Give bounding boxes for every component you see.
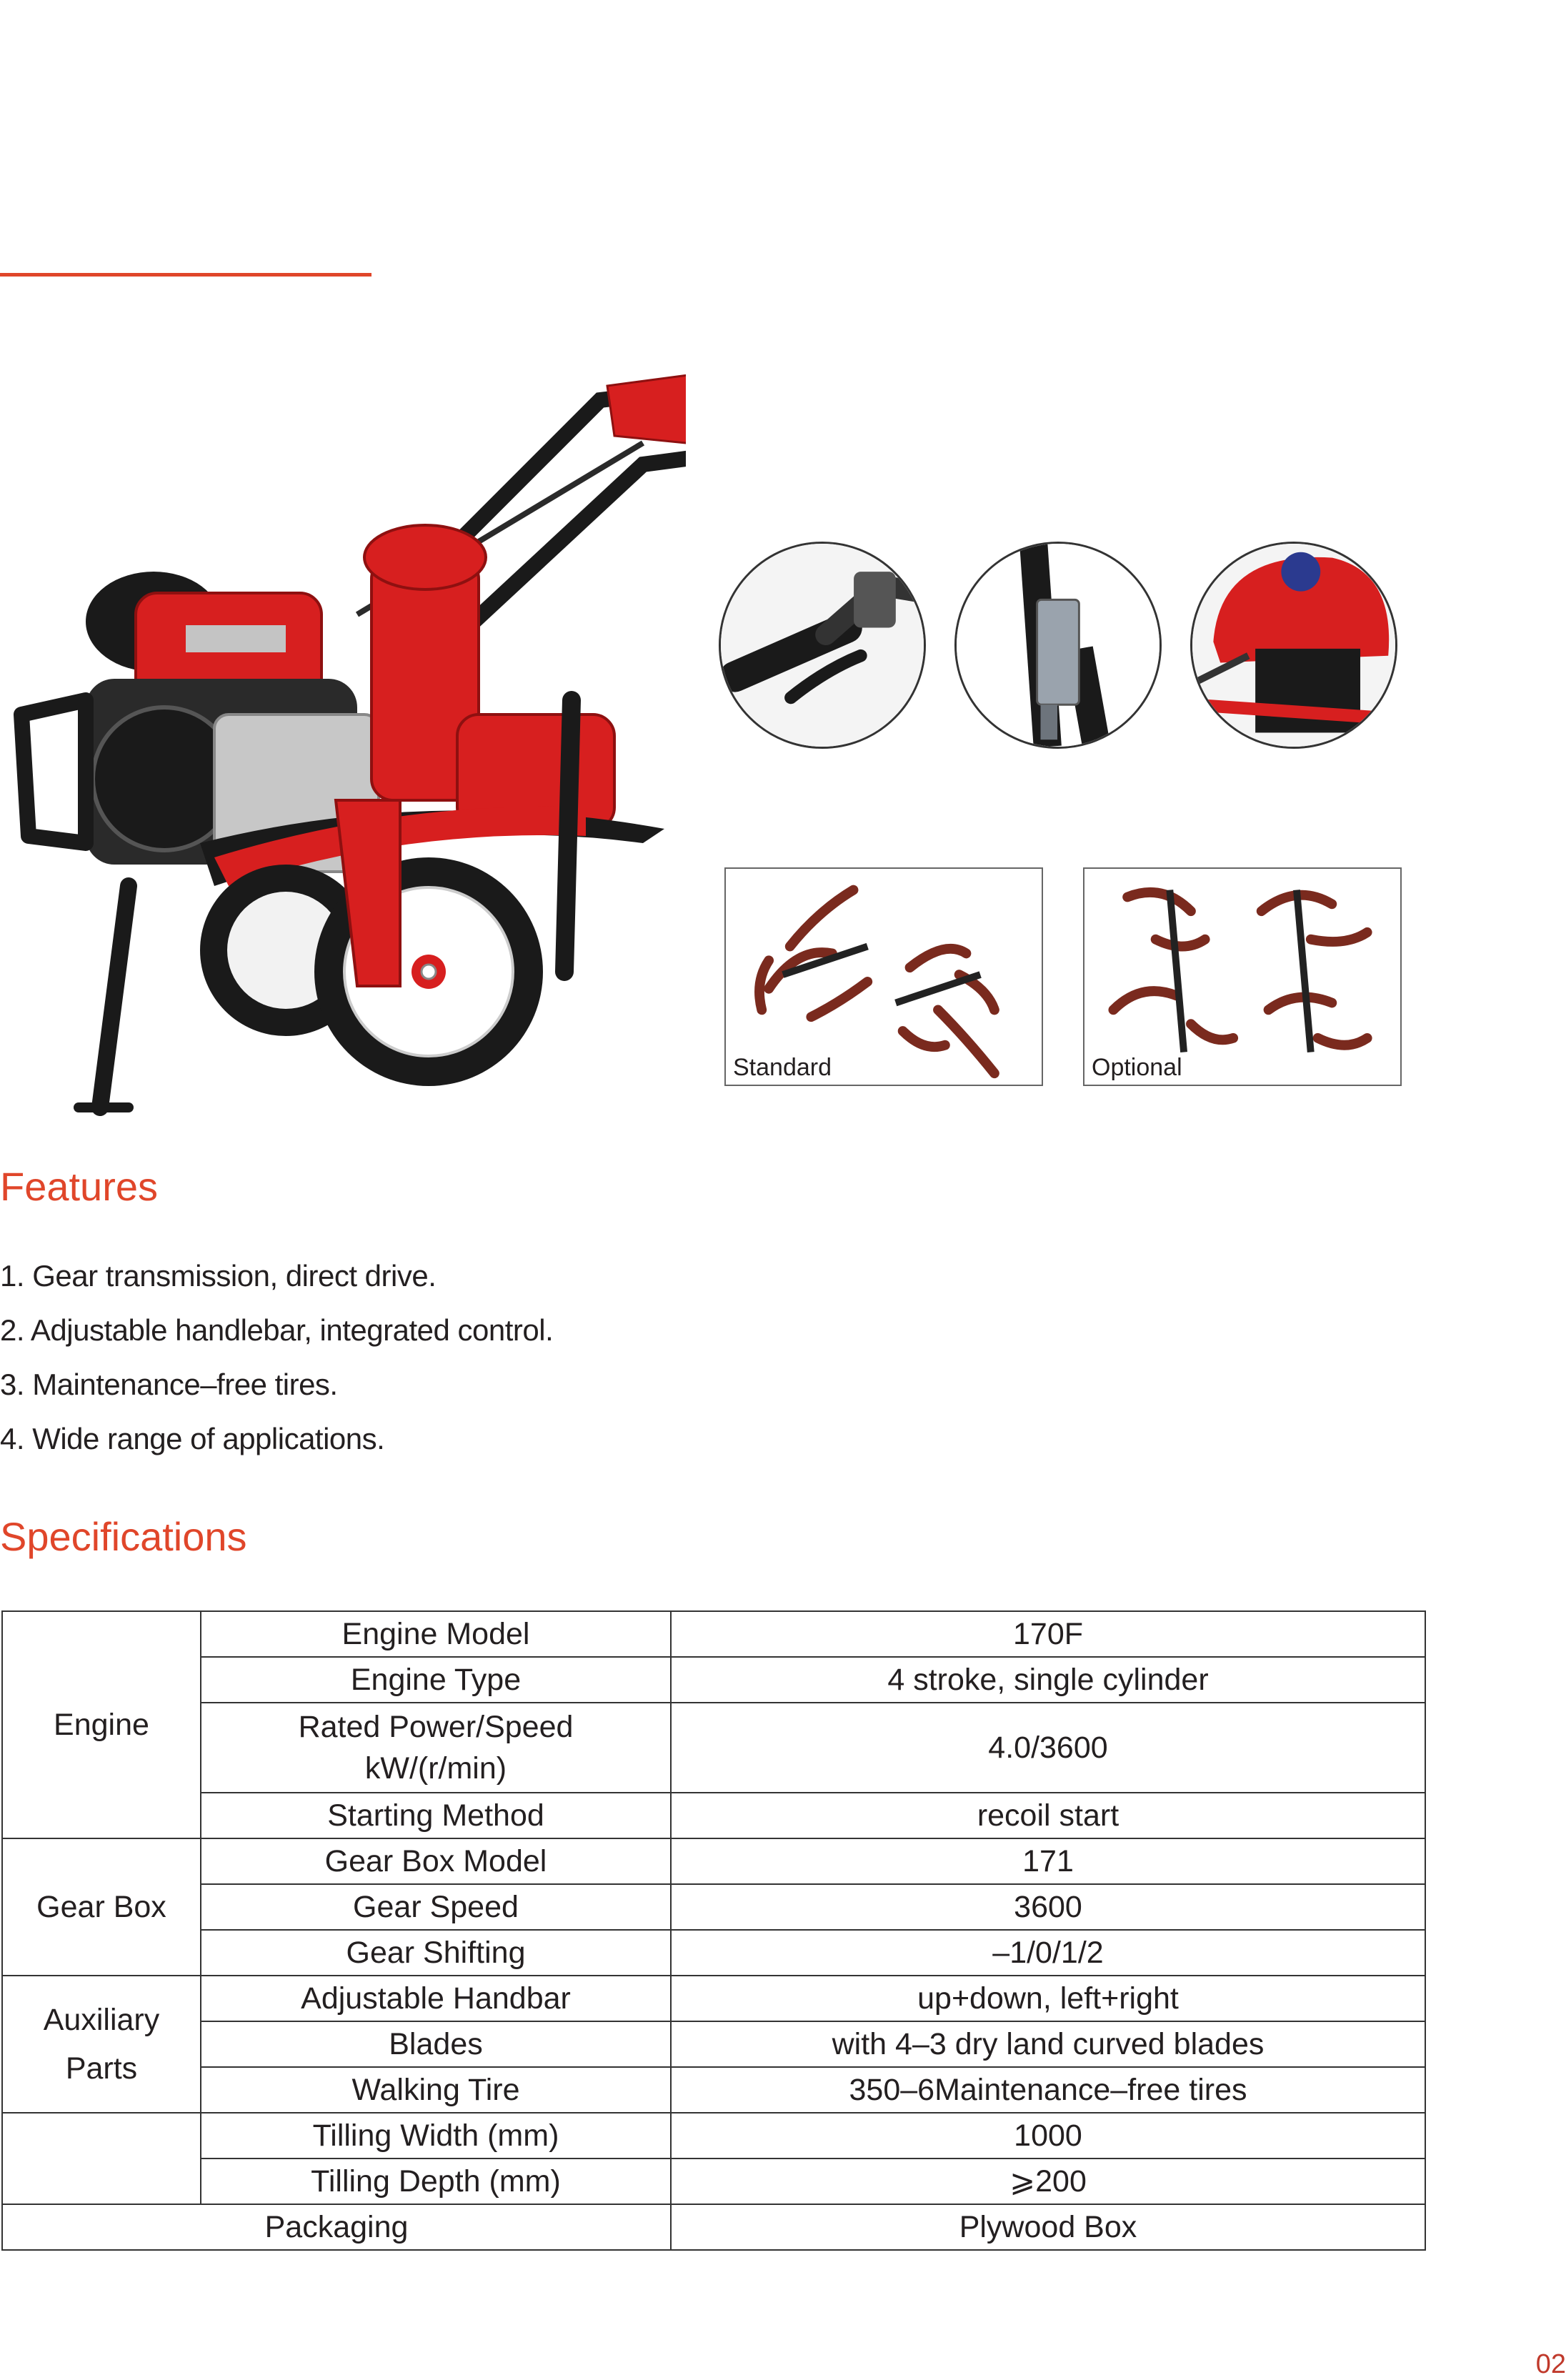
- spec-label: [201, 1703, 671, 1793]
- tiller-illustration: [0, 343, 686, 1129]
- optional-blades-image: [1084, 869, 1400, 1085]
- spec-value: recoil start: [671, 1793, 1425, 1838]
- table-row: [2, 2159, 1425, 2204]
- spec-value: 4 stroke, single cylinder: [671, 1657, 1425, 1703]
- blade-option-label: Standard: [733, 1054, 832, 1081]
- table-row: [2, 2204, 1425, 2250]
- spec-value: 350–6Maintenance–free tires: [671, 2067, 1425, 2113]
- spec-label: Adjustable Handbar: [201, 1976, 671, 2021]
- table-row: [2, 2067, 1425, 2113]
- table-row: [2, 1930, 1425, 1976]
- spec-group-empty: [2, 2113, 201, 2204]
- spec-group-auxiliary-parts: [2, 1976, 201, 2113]
- table-row: [2, 1838, 1425, 1884]
- spec-label-packaging: Packaging: [2, 2204, 671, 2250]
- gear-housing-detail-image: [1192, 544, 1395, 747]
- spec-value: up+down, left+right: [671, 1976, 1425, 2021]
- table-row: [2, 1793, 1425, 1838]
- page-number: 02: [1535, 2349, 1566, 2379]
- standard-blades-image: [726, 869, 1042, 1085]
- spec-label: Tilling Depth (mm): [201, 2159, 671, 2204]
- spec-group-line: Auxiliary: [43, 2003, 160, 2037]
- handle-grip-detail-image: [721, 544, 924, 747]
- feature-item: 1. Gear transmission, direct drive.: [0, 1259, 437, 1293]
- detail-circle-gear-housing: [1190, 542, 1397, 749]
- spec-value: 3600: [671, 1884, 1425, 1930]
- top-accent-rule: [0, 273, 371, 277]
- spec-value: 170F: [671, 1611, 1425, 1657]
- table-row: [2, 1703, 1425, 1793]
- spec-value-packaging: Plywood Box: [671, 2204, 1425, 2250]
- feature-item: 3. Maintenance–free tires.: [0, 1368, 338, 1401]
- blade-option-label: Optional: [1092, 1054, 1182, 1081]
- spec-label: Engine Model: [201, 1611, 671, 1657]
- table-row: [2, 1884, 1425, 1930]
- table-row: [2, 1657, 1425, 1703]
- blade-option-standard: [724, 867, 1043, 1086]
- blade-option-optional: [1083, 867, 1402, 1086]
- spec-label-line: Rated Power/Speed: [298, 1710, 574, 1744]
- spec-group-engine: Engine: [2, 1611, 201, 1838]
- tiller-product-image: [0, 343, 686, 1129]
- spec-label: Blades: [201, 2021, 671, 2067]
- spec-group-gear-box: Gear Box: [2, 1838, 201, 1976]
- table-row: [2, 2113, 1425, 2159]
- spec-value: 171: [671, 1838, 1425, 1884]
- spec-label: Engine Type: [201, 1657, 671, 1703]
- spec-group-line: Parts: [65, 2051, 138, 2086]
- spec-value: –1/0/1/2: [671, 1930, 1425, 1976]
- spec-label: Walking Tire: [201, 2067, 671, 2113]
- specifications-table: [1, 1610, 1426, 2251]
- table-row: [2, 1611, 1425, 1657]
- spec-label: Gear Shifting: [201, 1930, 671, 1976]
- spec-label: Starting Method: [201, 1793, 671, 1838]
- spec-label: Gear Box Model: [201, 1838, 671, 1884]
- handlebar-bracket-detail-image: [957, 544, 1159, 747]
- feature-item: 4. Wide range of applications.: [0, 1422, 385, 1455]
- spec-value: 1000: [671, 2113, 1425, 2159]
- detail-circle-handlebar-bracket: [954, 542, 1162, 749]
- spec-label-line: kW/(r/min): [364, 1751, 507, 1786]
- spec-value: 4.0/3600: [671, 1703, 1425, 1793]
- spec-value: ⩾200: [671, 2159, 1425, 2204]
- detail-circle-handle-grip: [719, 542, 926, 749]
- features-heading: Features: [0, 1164, 158, 1209]
- spec-value: with 4–3 dry land curved blades: [671, 2021, 1425, 2067]
- table-row: [2, 2021, 1425, 2067]
- spec-label: Gear Speed: [201, 1884, 671, 1930]
- spec-label: Tilling Width (mm): [201, 2113, 671, 2159]
- table-row: [2, 1976, 1425, 2021]
- feature-item: 2. Adjustable handlebar, integrated control.: [0, 1313, 554, 1347]
- specifications-heading: Specifications: [0, 1514, 247, 1559]
